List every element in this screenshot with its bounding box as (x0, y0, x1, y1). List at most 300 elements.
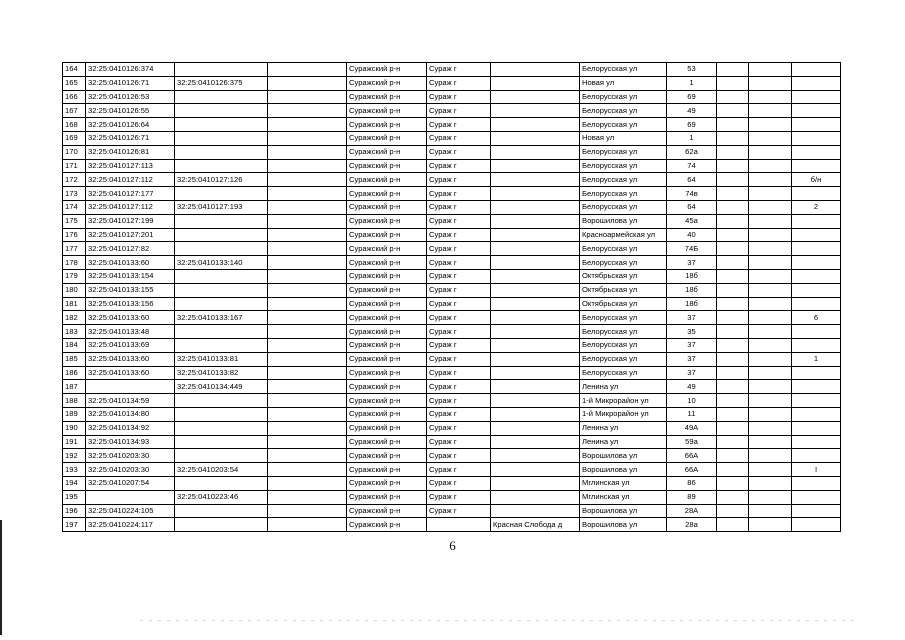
cell-district: Суражский р-н (347, 173, 427, 187)
cell-row: 190 (63, 421, 86, 435)
cell-blank (268, 63, 347, 77)
cell-col-b (749, 476, 792, 490)
cell-parent-cadastral (175, 187, 268, 201)
cell-town: Сураж г (427, 256, 491, 270)
cell-house: 35 (667, 325, 717, 339)
cell-col-a (717, 311, 749, 325)
cell-col-b (749, 76, 792, 90)
cell-house: 37 (667, 352, 717, 366)
cell-row: 179 (63, 269, 86, 283)
cell-district: Суражский р-н (347, 283, 427, 297)
cell-street: Новая ул (580, 131, 667, 145)
cell-house: 18б (667, 283, 717, 297)
cell-cadastral-number: 32:25:0410133:60 (86, 366, 175, 380)
cell-parent-cadastral (175, 214, 268, 228)
cell-parent-cadastral (175, 131, 268, 145)
cell-street: Белорусская ул (580, 242, 667, 256)
cell-col-b (749, 352, 792, 366)
cell-col-a (717, 463, 749, 477)
table-row (63, 104, 841, 118)
cell-cadastral-number: 32:25:0410133:60 (86, 311, 175, 325)
cell-cadastral-number: 32:25:0410127:199 (86, 214, 175, 228)
cell-town: Сураж г (427, 104, 491, 118)
cell-locality (491, 242, 580, 256)
cell-locality (491, 90, 580, 104)
cell-parent-cadastral: 32:25:0410133:167 (175, 311, 268, 325)
cell-town: Сураж г (427, 394, 491, 408)
cell-col-a (717, 435, 749, 449)
cell-row: 182 (63, 311, 86, 325)
cell-blank (268, 490, 347, 504)
cell-row: 164 (63, 63, 86, 77)
cell-locality (491, 338, 580, 352)
table-row (63, 407, 841, 421)
cell-street: 1-й Микрорайон ул (580, 407, 667, 421)
cell-cadastral-number: 32:25:0410126:71 (86, 131, 175, 145)
cell-row: 167 (63, 104, 86, 118)
cell-row: 173 (63, 187, 86, 201)
cell-col-a (717, 518, 749, 532)
cell-col-a (717, 297, 749, 311)
cell-locality (491, 394, 580, 408)
cell-town: Сураж г (427, 435, 491, 449)
cell-col-c (792, 504, 841, 518)
cell-col-b (749, 338, 792, 352)
cell-house: 74Б (667, 242, 717, 256)
cell-street: Ворошилова ул (580, 504, 667, 518)
cell-blank (268, 256, 347, 270)
cell-district: Суражский р-н (347, 504, 427, 518)
cell-district: Суражский р-н (347, 63, 427, 77)
cell-cadastral-number: 32:25:0410207:54 (86, 476, 175, 490)
cell-street: Октябрьская ул (580, 283, 667, 297)
cell-locality (491, 76, 580, 90)
cell-town: Сураж г (427, 76, 491, 90)
cell-district: Суражский р-н (347, 76, 427, 90)
cell-col-c (792, 63, 841, 77)
cell-parent-cadastral: 32:25:0410133:81 (175, 352, 268, 366)
cell-parent-cadastral (175, 297, 268, 311)
cell-district: Суражский р-н (347, 311, 427, 325)
cell-locality (491, 104, 580, 118)
cell-house: 49 (667, 104, 717, 118)
cell-street: Октябрьская ул (580, 297, 667, 311)
cell-town (427, 518, 491, 532)
table-row (63, 352, 841, 366)
cell-town: Сураж г (427, 200, 491, 214)
cell-row: 177 (63, 242, 86, 256)
cell-locality (491, 449, 580, 463)
cell-cadastral-number: 32:25:0410126:374 (86, 63, 175, 77)
cell-town: Сураж г (427, 449, 491, 463)
cell-col-b (749, 228, 792, 242)
cell-district: Суражский р-н (347, 490, 427, 504)
cell-col-b (749, 518, 792, 532)
cell-row: 191 (63, 435, 86, 449)
cell-locality: Красная Слобода д (491, 518, 580, 532)
cell-district: Суражский р-н (347, 435, 427, 449)
cell-town: Сураж г (427, 338, 491, 352)
cell-col-a (717, 283, 749, 297)
cell-house: 1 (667, 76, 717, 90)
cell-cadastral-number: 32:25:0410127:82 (86, 242, 175, 256)
cell-col-c (792, 283, 841, 297)
cell-row: 196 (63, 504, 86, 518)
cell-district: Суражский р-н (347, 104, 427, 118)
cell-locality (491, 463, 580, 477)
cell-house: 59а (667, 435, 717, 449)
cell-row: 197 (63, 518, 86, 532)
registry-table (62, 62, 841, 532)
cell-district: Суражский р-н (347, 407, 427, 421)
cell-house: 37 (667, 311, 717, 325)
table-row (63, 200, 841, 214)
cell-row: 188 (63, 394, 86, 408)
cell-town: Сураж г (427, 269, 491, 283)
cell-col-b (749, 325, 792, 339)
cell-cadastral-number: 32:25:0410133:48 (86, 325, 175, 339)
cell-col-c: I (792, 463, 841, 477)
cell-col-c (792, 380, 841, 394)
cell-col-b (749, 63, 792, 77)
cell-blank (268, 394, 347, 408)
cell-street: Октябрьская ул (580, 269, 667, 283)
cell-house: 66А (667, 463, 717, 477)
cell-district: Суражский р-н (347, 366, 427, 380)
cell-col-a (717, 394, 749, 408)
cell-house: 37 (667, 338, 717, 352)
cell-parent-cadastral: 32:25:0410134:449 (175, 380, 268, 394)
cell-house: 69 (667, 118, 717, 132)
cell-row: 166 (63, 90, 86, 104)
cell-col-c (792, 118, 841, 132)
cell-house: 40 (667, 228, 717, 242)
cell-cadastral-number: 32:25:0410127:112 (86, 200, 175, 214)
cell-town: Сураж г (427, 421, 491, 435)
cell-locality (491, 504, 580, 518)
cell-cadastral-number (86, 490, 175, 504)
cell-col-a (717, 352, 749, 366)
cell-row: 175 (63, 214, 86, 228)
cell-col-c (792, 76, 841, 90)
table-row (63, 463, 841, 477)
cell-row: 178 (63, 256, 86, 270)
cell-parent-cadastral (175, 504, 268, 518)
cell-house: 37 (667, 256, 717, 270)
cell-town: Сураж г (427, 297, 491, 311)
cell-district: Суражский р-н (347, 200, 427, 214)
cell-cadastral-number: 32:25:0410224:105 (86, 504, 175, 518)
cell-district: Суражский р-н (347, 269, 427, 283)
cell-locality (491, 380, 580, 394)
cell-parent-cadastral: 32:25:0410133:82 (175, 366, 268, 380)
cell-col-c (792, 187, 841, 201)
cell-locality (491, 366, 580, 380)
cell-cadastral-number: 32:25:0410126:55 (86, 104, 175, 118)
cell-district: Суражский р-н (347, 394, 427, 408)
cell-locality (491, 435, 580, 449)
cell-col-b (749, 200, 792, 214)
cell-col-a (717, 256, 749, 270)
cell-blank (268, 200, 347, 214)
cell-locality (491, 145, 580, 159)
cell-cadastral-number: 32:25:0410134:80 (86, 407, 175, 421)
cell-blank (268, 435, 347, 449)
cell-town: Сураж г (427, 187, 491, 201)
cell-district: Суражский р-н (347, 380, 427, 394)
cell-col-a (717, 145, 749, 159)
cell-locality (491, 283, 580, 297)
cell-street: Белорусская ул (580, 200, 667, 214)
cell-parent-cadastral (175, 104, 268, 118)
cell-col-a (717, 242, 749, 256)
cell-col-b (749, 256, 792, 270)
cell-col-b (749, 463, 792, 477)
cell-town: Сураж г (427, 159, 491, 173)
cell-parent-cadastral (175, 269, 268, 283)
cell-cadastral-number: 32:25:0410133:155 (86, 283, 175, 297)
cell-locality (491, 187, 580, 201)
cell-col-b (749, 145, 792, 159)
cell-blank (268, 187, 347, 201)
cell-row: 171 (63, 159, 86, 173)
cell-parent-cadastral (175, 242, 268, 256)
table-row (63, 76, 841, 90)
cell-cadastral-number: 32:25:0410126:53 (86, 90, 175, 104)
table-row (63, 297, 841, 311)
page-number: 6 (449, 538, 456, 553)
cell-col-a (717, 366, 749, 380)
cell-house: 74 (667, 159, 717, 173)
cell-district: Суражский р-н (347, 256, 427, 270)
cell-col-b (749, 283, 792, 297)
cell-col-a (717, 90, 749, 104)
table-row (63, 63, 841, 77)
cell-row: 185 (63, 352, 86, 366)
table-row (63, 90, 841, 104)
cell-blank (268, 283, 347, 297)
cell-col-a (717, 504, 749, 518)
cell-col-c (792, 476, 841, 490)
cell-col-c (792, 435, 841, 449)
cell-house: 64 (667, 200, 717, 214)
cell-parent-cadastral (175, 118, 268, 132)
cell-street: Ленина ул (580, 435, 667, 449)
cell-parent-cadastral (175, 228, 268, 242)
cell-street: Ленина ул (580, 421, 667, 435)
cell-cadastral-number: 32:25:0410203:30 (86, 449, 175, 463)
cell-house: 1 (667, 131, 717, 145)
cell-col-c (792, 394, 841, 408)
cell-town: Сураж г (427, 311, 491, 325)
cell-house: 28а (667, 518, 717, 532)
cell-street: Белорусская ул (580, 159, 667, 173)
cell-col-c (792, 366, 841, 380)
cell-district: Суражский р-н (347, 476, 427, 490)
cell-cadastral-number: 32:25:0410126:71 (86, 76, 175, 90)
cell-district: Суражский р-н (347, 338, 427, 352)
cell-parent-cadastral (175, 421, 268, 435)
cell-row: 184 (63, 338, 86, 352)
cell-street: 1-й Микрорайон ул (580, 394, 667, 408)
cell-parent-cadastral (175, 449, 268, 463)
cell-locality (491, 421, 580, 435)
table-row (63, 380, 841, 394)
cell-locality (491, 118, 580, 132)
cell-blank (268, 338, 347, 352)
cell-locality (491, 159, 580, 173)
cell-district: Суражский р-н (347, 352, 427, 366)
table-row (63, 283, 841, 297)
cell-locality (491, 173, 580, 187)
table-row (63, 131, 841, 145)
cell-house: 86 (667, 476, 717, 490)
cell-town: Сураж г (427, 490, 491, 504)
table-row (63, 269, 841, 283)
cell-col-a (717, 449, 749, 463)
cell-col-a (717, 118, 749, 132)
cell-row: 174 (63, 200, 86, 214)
cell-blank (268, 352, 347, 366)
cell-parent-cadastral: 32:25:0410133:140 (175, 256, 268, 270)
table-row (63, 311, 841, 325)
cell-locality (491, 325, 580, 339)
cell-locality (491, 256, 580, 270)
cell-col-c (792, 256, 841, 270)
cell-blank (268, 214, 347, 228)
cell-house: 49А (667, 421, 717, 435)
table-row (63, 490, 841, 504)
cell-col-c (792, 104, 841, 118)
cell-street: Белорусская ул (580, 145, 667, 159)
cell-parent-cadastral (175, 338, 268, 352)
cell-locality (491, 311, 580, 325)
cell-col-b (749, 504, 792, 518)
cell-parent-cadastral: 32:25:0410127:193 (175, 200, 268, 214)
cell-parent-cadastral: 32:25:0410126:375 (175, 76, 268, 90)
table-row (63, 256, 841, 270)
cell-row: 195 (63, 490, 86, 504)
cell-col-a (717, 104, 749, 118)
cell-col-c (792, 449, 841, 463)
cell-col-b (749, 435, 792, 449)
cell-col-a (717, 187, 749, 201)
cell-cadastral-number: 32:25:0410203:30 (86, 463, 175, 477)
cell-parent-cadastral: 32:25:0410223:46 (175, 490, 268, 504)
cell-col-a (717, 228, 749, 242)
cell-parent-cadastral (175, 435, 268, 449)
cell-col-c (792, 421, 841, 435)
cell-town: Сураж г (427, 476, 491, 490)
cell-col-b (749, 269, 792, 283)
cell-district: Суражский р-н (347, 145, 427, 159)
cell-district: Суражский р-н (347, 228, 427, 242)
cell-locality (491, 131, 580, 145)
table-row (63, 338, 841, 352)
cell-col-c: 1 (792, 352, 841, 366)
cell-col-c: 2 (792, 200, 841, 214)
table-row (63, 518, 841, 532)
cell-cadastral-number: 32:25:0410134:92 (86, 421, 175, 435)
cell-house: 66А (667, 449, 717, 463)
cell-col-a (717, 159, 749, 173)
cell-parent-cadastral (175, 145, 268, 159)
cell-town: Сураж г (427, 131, 491, 145)
cell-col-c (792, 242, 841, 256)
table-row (63, 504, 841, 518)
cell-row: 192 (63, 449, 86, 463)
cell-cadastral-number: 32:25:0410127:177 (86, 187, 175, 201)
table-row (63, 228, 841, 242)
cell-blank (268, 269, 347, 283)
cell-house: 18б (667, 297, 717, 311)
table-row (63, 476, 841, 490)
cell-col-b (749, 187, 792, 201)
cell-col-b (749, 118, 792, 132)
cell-col-c: 6 (792, 311, 841, 325)
cell-cadastral-number: 32:25:0410134:93 (86, 435, 175, 449)
cell-house: 62а (667, 145, 717, 159)
cell-house: 18б (667, 269, 717, 283)
cell-district: Суражский р-н (347, 449, 427, 463)
cell-col-b (749, 449, 792, 463)
cell-col-c (792, 325, 841, 339)
cell-row: 193 (63, 463, 86, 477)
cell-street: Ленина ул (580, 380, 667, 394)
cell-street: Новая ул (580, 76, 667, 90)
cell-town: Сураж г (427, 504, 491, 518)
cell-parent-cadastral (175, 63, 268, 77)
cell-district: Суражский р-н (347, 214, 427, 228)
cell-street: Красноармейская ул (580, 228, 667, 242)
table-row (63, 159, 841, 173)
cell-blank (268, 242, 347, 256)
cell-parent-cadastral (175, 90, 268, 104)
cell-cadastral-number: 32:25:0410126:81 (86, 145, 175, 159)
cell-col-a (717, 76, 749, 90)
cell-town: Сураж г (427, 214, 491, 228)
cell-col-a (717, 131, 749, 145)
cell-blank (268, 325, 347, 339)
cell-house: 49 (667, 380, 717, 394)
cell-col-c (792, 269, 841, 283)
cell-row: 165 (63, 76, 86, 90)
cell-house: 74в (667, 187, 717, 201)
cell-street: Белорусская ул (580, 311, 667, 325)
cell-town: Сураж г (427, 352, 491, 366)
cell-row: 186 (63, 366, 86, 380)
cell-street: Белорусская ул (580, 104, 667, 118)
cell-parent-cadastral: 32:25:0410203:54 (175, 463, 268, 477)
cell-col-b (749, 173, 792, 187)
table-row (63, 242, 841, 256)
cell-blank (268, 159, 347, 173)
cell-row: 187 (63, 380, 86, 394)
cell-blank (268, 297, 347, 311)
cell-parent-cadastral (175, 283, 268, 297)
cell-col-b (749, 366, 792, 380)
cell-blank (268, 476, 347, 490)
cell-blank (268, 173, 347, 187)
cell-col-c (792, 297, 841, 311)
cell-blank (268, 311, 347, 325)
cell-row: 183 (63, 325, 86, 339)
cell-cadastral-number: 32:25:0410133:60 (86, 352, 175, 366)
cell-row: 180 (63, 283, 86, 297)
cell-street: Белорусская ул (580, 90, 667, 104)
scan-noise-line (140, 620, 860, 621)
table-row (63, 145, 841, 159)
